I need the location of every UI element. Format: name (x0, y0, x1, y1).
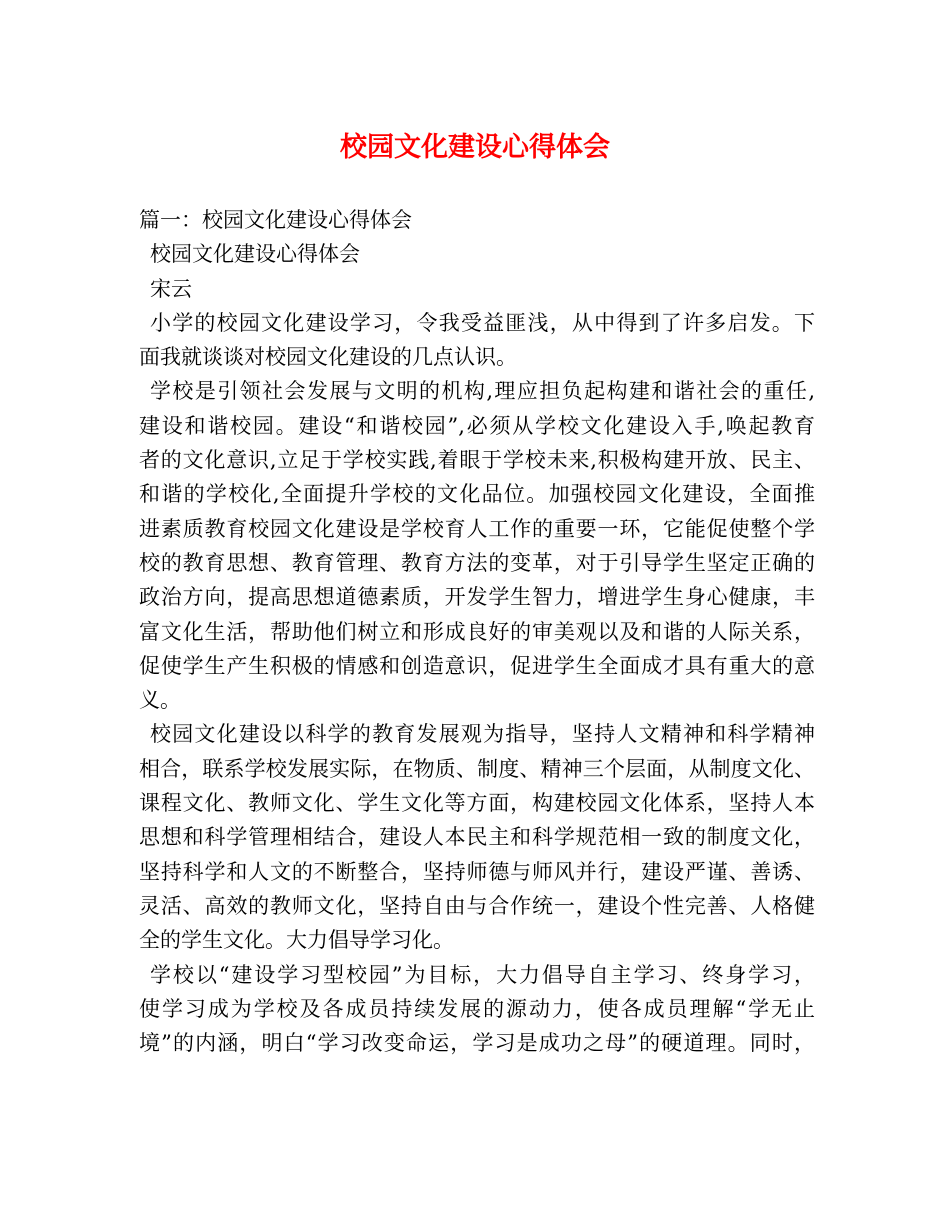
body-line: 校园文化建设心得体会 (150, 242, 360, 267)
body-line: 灵活、高效的教师文化，坚持自由与合作统一，建设个性完善、人格健 (139, 893, 815, 918)
body-line: 校的教育思想、教育管理、教育方法的变革，对于引导学生坚定正确的 (139, 550, 815, 575)
document-body (139, 203, 815, 1060)
body-line: 学校以“建设学习型校园”为目标，大力倡导自主学习、终身学习， (150, 962, 815, 987)
body-line: 境”的内涵，明白“学习改变命运，学习是成功之母”的硬道理。同时， (139, 1031, 815, 1056)
body-line: 校园文化建设以科学的教育发展观为指导，坚持人文精神和科学精神 (150, 722, 815, 747)
body-line: 富文化生活，帮助他们树立和形成良好的审美观以及和谐的人际关系， (139, 619, 815, 644)
body-line: 促使学生产生积极的情感和创造意识，促进学生全面成才具有重大的意 (139, 653, 815, 678)
body-line: 宋云 (150, 276, 192, 301)
body-line: 小学的校园文化建设学习，令我受益匪浅，从中得到了许多启发。下 (150, 310, 815, 335)
body-line: 和谐的学校化,全面提升学校的文化品位。加强校园文化建设，全面推 (139, 482, 815, 507)
body-line: 政治方向，提高思想道德素质，开发学生智力，增进学生身心健康，丰 (139, 585, 815, 610)
body-line: 面我就谈谈对校园文化建设的几点认识。 (139, 345, 517, 370)
body-line: 坚持科学和人文的不断整合，坚持师德与师风并行，建设严谨、善诱、 (139, 859, 815, 884)
body-line: 思想和科学管理相结合，建设人本民主和科学规范相一致的制度文化， (139, 825, 815, 850)
body-line: 义。 (139, 688, 181, 713)
body-line: 篇一：校园文化建设心得体会 (139, 208, 412, 232)
body-line: 者的文化意识,立足于学校实践,着眼于学校未来,积极构建开放、民主、 (139, 448, 815, 473)
body-line: 全的学生文化。大力倡导学习化。 (139, 928, 454, 953)
body-line: 建设和谐校园。建设“和谐校园”,必须从学校文化建设入手,唤起教育 (139, 413, 815, 438)
body-line: 课程文化、教师文化、学生文化等方面，构建校园文化体系，坚持人本 (139, 791, 815, 816)
body-line: 学校是引领社会发展与文明的机构,理应担负起构建和谐社会的重任, (150, 379, 815, 404)
body-line: 使学习成为学校及各成员持续发展的源动力，使各成员理解“学无止 (139, 996, 815, 1021)
document-title: 校园文化建设心得体会 (340, 132, 610, 163)
body-line: 相合，联系学校发展实际，在物质、制度、精神三个层面，从制度文化、 (139, 756, 815, 781)
body-line: 进素质教育校园文化建设是学校育人工作的重要一环，它能促使整个学 (139, 516, 815, 541)
